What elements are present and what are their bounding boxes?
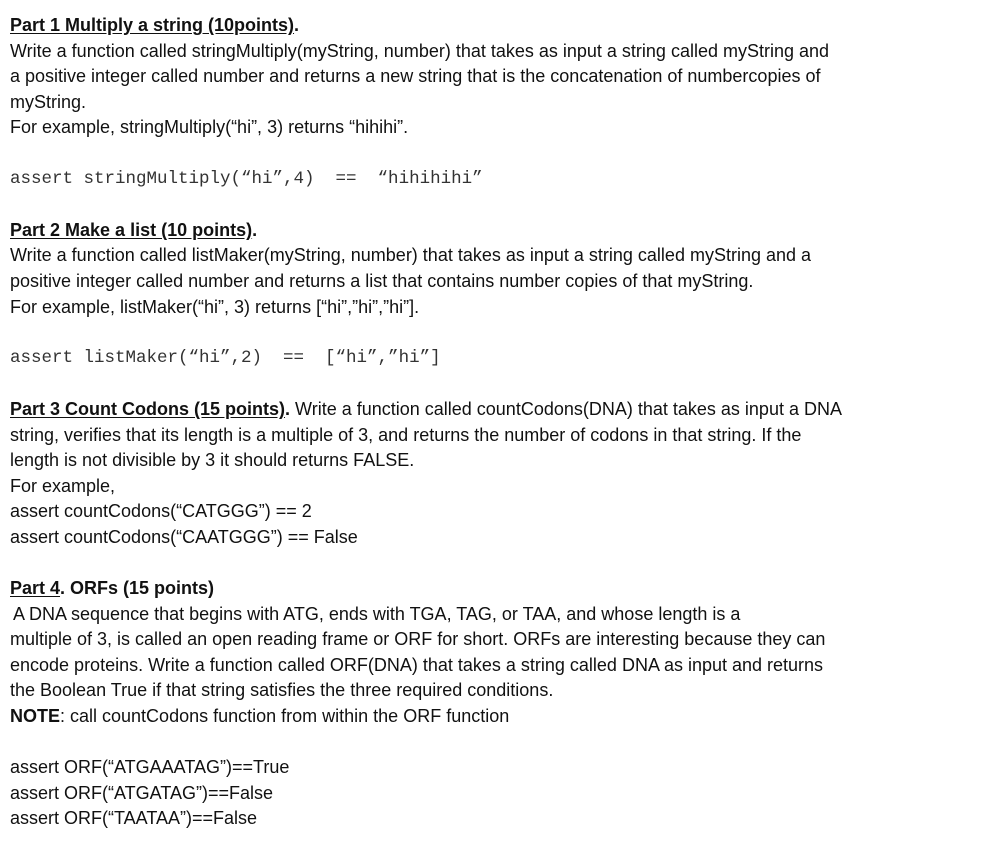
part3-line-1: string, verifies that its length is a multiple of 3, and returns the number of codons in that string. If the (10, 424, 802, 445)
part4-note (10, 704, 970, 730)
part1-section (10, 13, 970, 218)
part4-heading-rest: . ORFs (15 points) (60, 578, 215, 599)
part4-heading (10, 576, 970, 602)
part1-line-3: myString. (10, 91, 87, 112)
part2-section (10, 218, 970, 397)
part4-note-text: : call countCodons function from within the ORF function (60, 706, 510, 727)
part4-line-1: A DNA sequence that begins with ATG, ends with TGA, TAG, or TAA, and whose length is a (13, 603, 741, 624)
part3-first-line (10, 397, 970, 423)
part1-code-assert: assert stringMultiply(“hi”,4) == “hihihihi” (10, 168, 483, 189)
part3-section (10, 397, 970, 576)
part3-line-2: length is not divisible by 3 it should returns FALSE. (10, 450, 415, 471)
part1-heading (10, 13, 970, 39)
assignment-document (10, 13, 970, 832)
spacer (10, 371, 970, 397)
part3-line-3: For example, (10, 475, 116, 496)
part1-heading-punct: . (294, 15, 300, 35)
part1-heading-text: Part 1 Multiply a string (10points) (10, 15, 295, 35)
part2-heading-text: Part 2 Make a list (10 points) (10, 219, 253, 240)
part2-heading (10, 218, 970, 244)
part4-line-4: the Boolean True if that string satisfies the three required conditions. (10, 680, 554, 701)
part1-line-2: a positive integer called number and returns a new string that is the concatenation of numbercopies of (10, 66, 821, 87)
part3-assert-2: assert countCodons(“CAATGGG”) == False (10, 526, 358, 547)
part3-heading (10, 399, 290, 419)
part3-assert-1: assert countCodons(“CATGGG”) == 2 (10, 501, 312, 522)
part2-code-assert: assert listMaker(“hi”,2) == [“hi”,”hi”] (10, 347, 441, 368)
spacer (10, 730, 970, 756)
part3-first-line-rest: Write a function called countCodons(DNA) that takes as input a DNA (290, 398, 842, 419)
part4-assert-1: assert ORF(“ATGAAATAG”)==True (10, 757, 290, 778)
part4-section (10, 576, 970, 832)
part4-assert-2: assert ORF(“ATGATAG”)==False (10, 782, 274, 803)
part3-heading-punct: . (285, 398, 291, 419)
part3-heading-text: Part 3 Count Codons (15 points) (10, 398, 286, 419)
spacer (10, 192, 970, 218)
part4-line-2: multiple of 3, is called an open reading frame or ORF for short. ORFs are interesting because they can (10, 629, 826, 650)
part2-line-3: For example, listMaker(“hi”, 3) returns [“hi”,”hi”,”hi”]. (10, 296, 420, 317)
part2-line-1: Write a function called listMaker(myString, number) that takes as input a string called myString and a (10, 245, 812, 266)
part2-line-2: positive integer called number and returns a list that contains number copies of that myString. (10, 270, 754, 291)
part1-line-1: Write a function called stringMultiply(myString, number) that takes as input a string called myString and (10, 40, 830, 61)
part2-heading-punct: . (252, 219, 258, 240)
part4-note-label: NOTE (10, 706, 61, 727)
part4-line-3: encode proteins. Write a function called ORF(DNA) that takes a string called DNA as input and returns (10, 654, 824, 675)
spacer (10, 320, 970, 346)
spacer (10, 550, 970, 576)
part4-assert-3: assert ORF(“TAATAA”)==False (10, 808, 258, 829)
part1-line-4: For example, stringMultiply(“hi”, 3) returns “hihihi”. (10, 117, 409, 138)
spacer (10, 141, 970, 167)
part4-heading-text: Part 4 (10, 578, 61, 599)
